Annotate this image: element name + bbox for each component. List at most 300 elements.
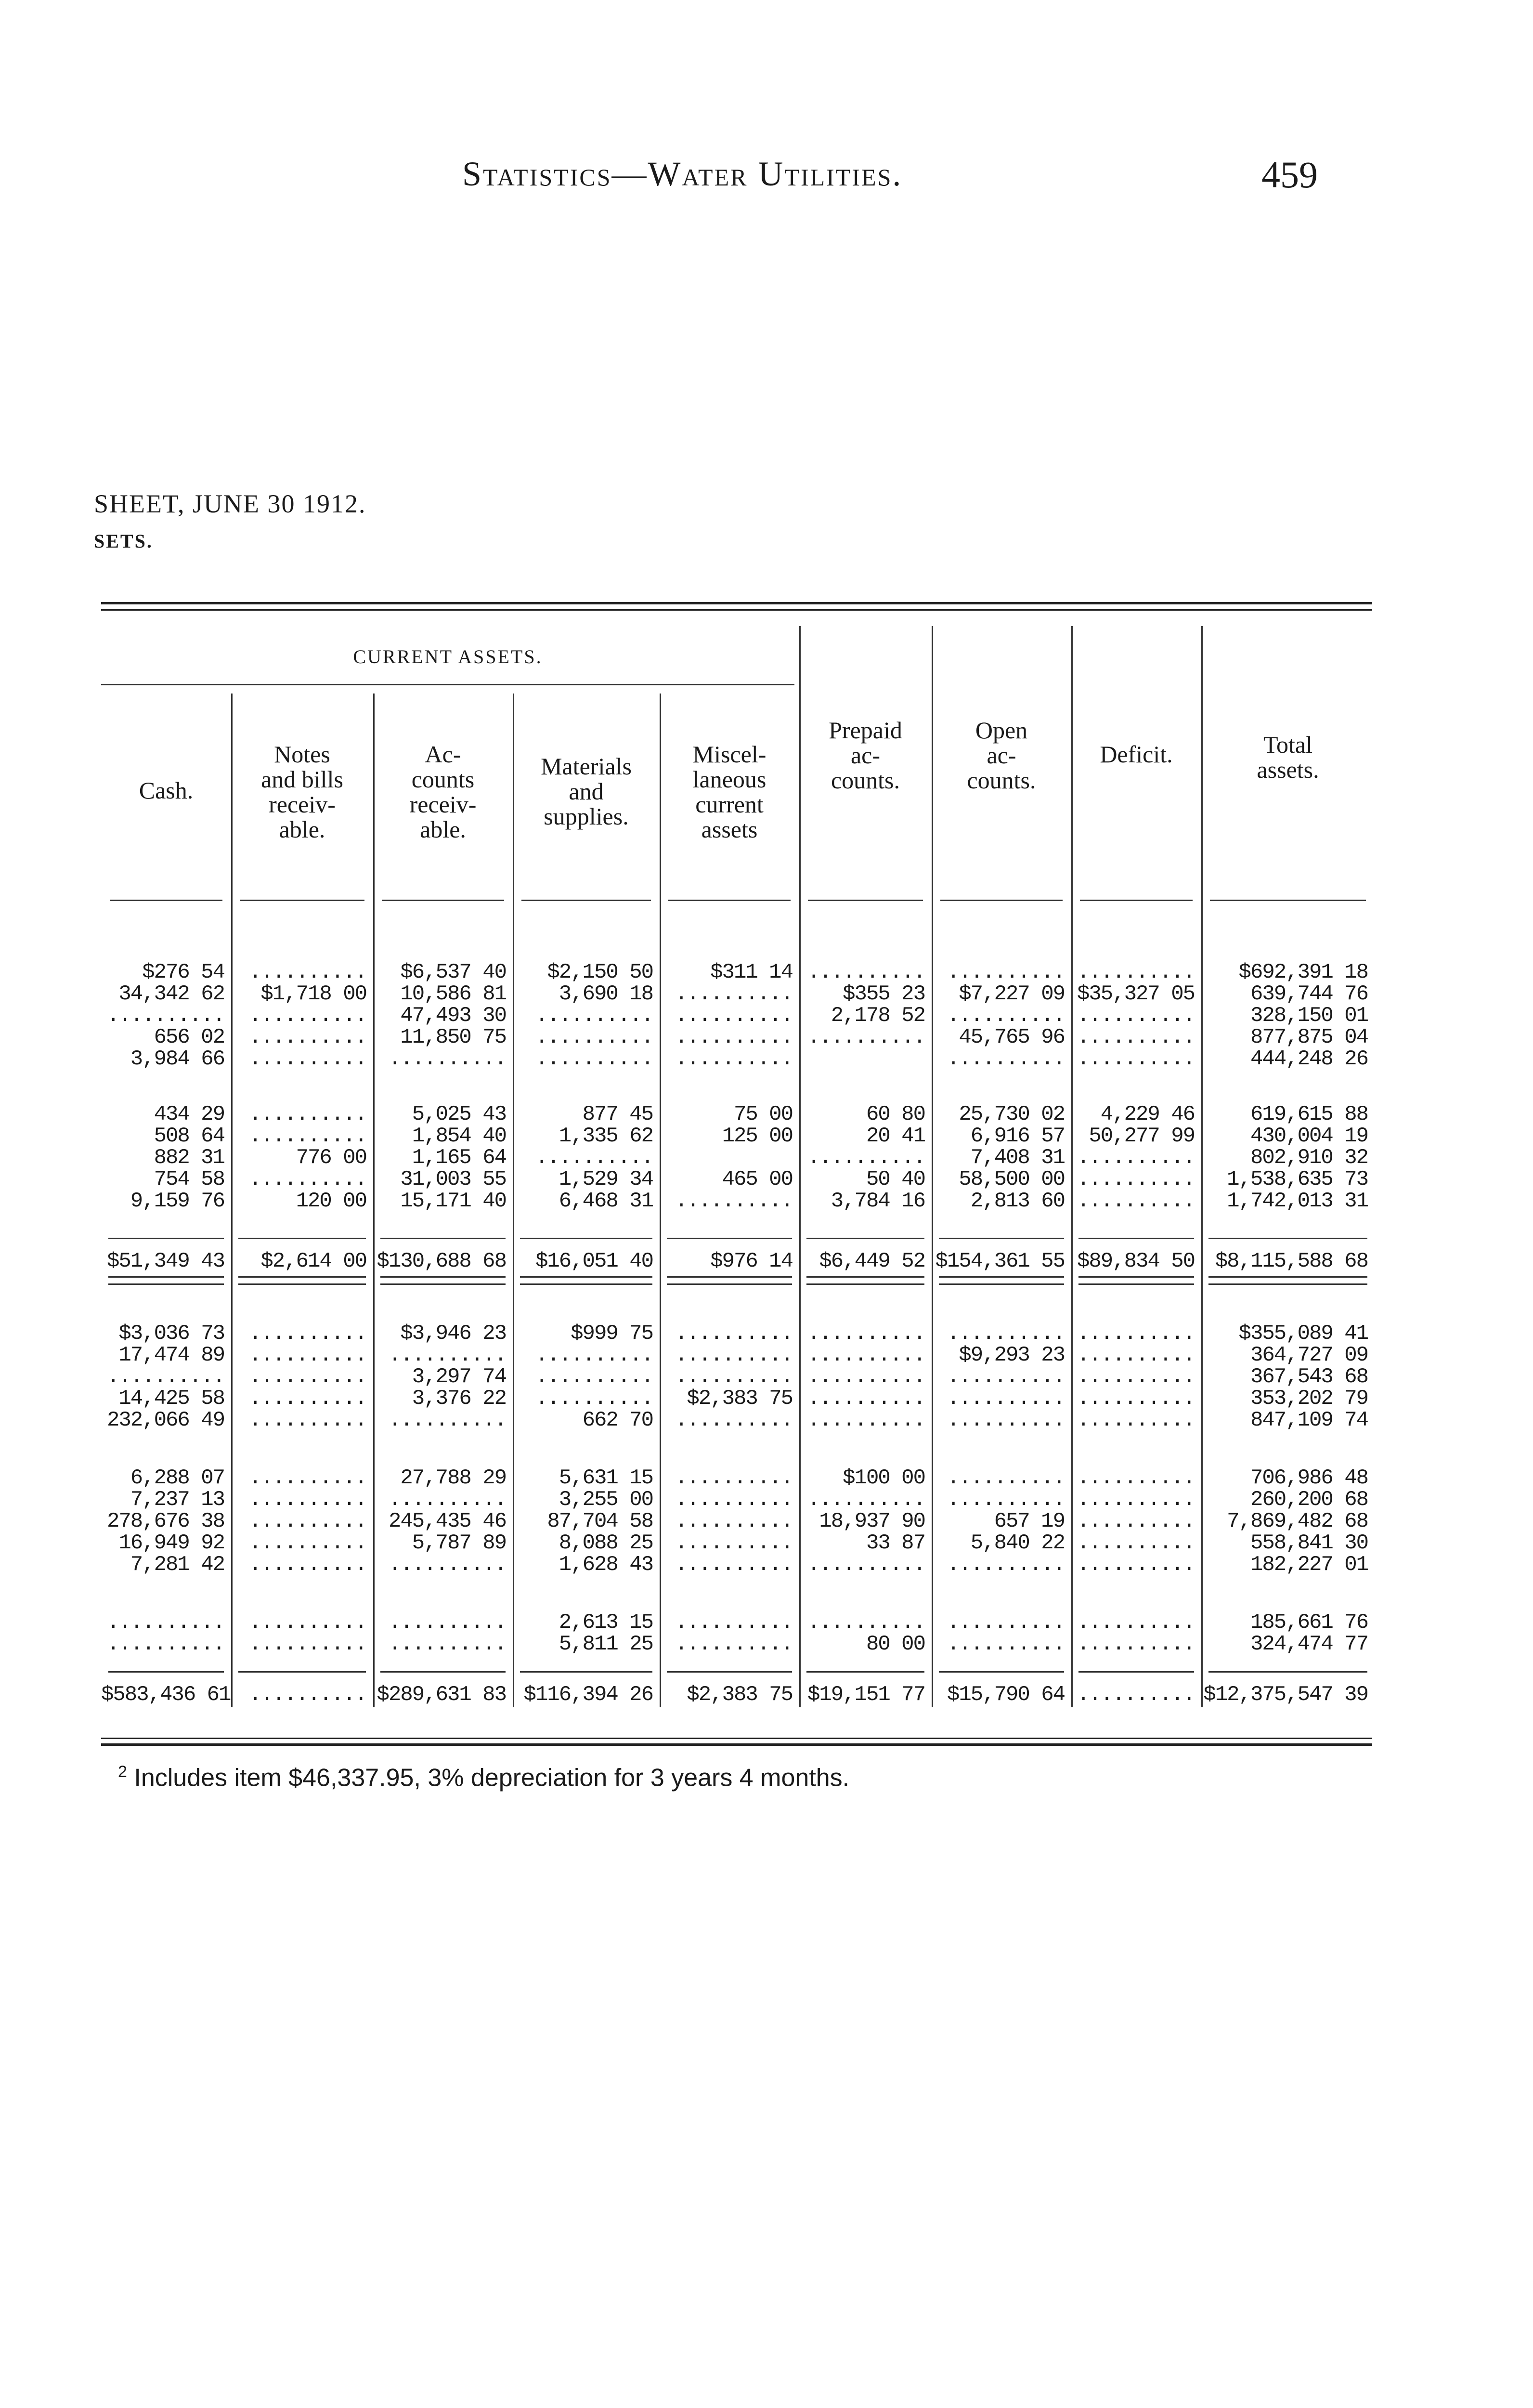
column-header-line: Total	[1263, 731, 1313, 758]
table-cell: 1,529 34	[559, 1167, 653, 1191]
table-cell: 657 19	[994, 1509, 1065, 1533]
table-cell: ..........	[675, 1408, 792, 1432]
table-cell: ..........	[535, 1343, 653, 1367]
column-header-materials-and-supplies	[513, 754, 660, 829]
total-rule	[108, 1238, 224, 1239]
total-rule	[667, 1671, 792, 1673]
column-header-line: assets.	[1257, 756, 1319, 783]
table-cell: 1,335 62	[559, 1124, 653, 1148]
table-cell: $6,449 52	[819, 1249, 925, 1273]
table-cell: ..........	[675, 1004, 792, 1028]
total-double-underline	[806, 1276, 924, 1278]
table-cell: ..........	[248, 1683, 366, 1707]
table-cell: 10,586 81	[400, 982, 506, 1006]
table-cell: 11,850 75	[400, 1025, 506, 1049]
table-cell: 20 41	[866, 1124, 925, 1148]
table-cell: ..........	[675, 1509, 792, 1533]
column-header-line: supplies.	[544, 803, 629, 830]
table-cell: ..........	[1077, 1025, 1195, 1049]
table-cell: ..........	[106, 1004, 224, 1028]
table-cell: $1,718 00	[260, 982, 366, 1006]
table-cell: 434 29	[154, 1102, 224, 1126]
table-cell: ..........	[1077, 1466, 1195, 1490]
column-header-line: Ac-	[425, 741, 461, 768]
column-header-line: Cash.	[139, 777, 194, 804]
column-header-notes-and-bills-receivable	[231, 742, 373, 842]
table-cell: ..........	[1077, 1610, 1195, 1635]
table-cell: ..........	[947, 1553, 1065, 1577]
column-header-line: and	[569, 778, 604, 805]
table-cell: 3,984 66	[130, 1047, 224, 1071]
total-rule	[806, 1671, 924, 1673]
total-double-underline	[520, 1276, 652, 1278]
table-cell: ..........	[1077, 1322, 1195, 1346]
total-rule	[806, 1238, 924, 1239]
column-header-line: Deficit.	[1100, 741, 1173, 768]
table-cell: 245,435 46	[388, 1509, 506, 1533]
table-cell: ..........	[388, 1488, 506, 1512]
sheet-title: SHEET, JUNE 30 1912.	[94, 489, 366, 518]
table-cell: 16,949 92	[118, 1531, 224, 1555]
table-cell: 9,159 76	[130, 1189, 224, 1213]
table-cell: $51,349 43	[106, 1249, 224, 1273]
table-cell: ..........	[248, 1553, 366, 1577]
table-cell: ..........	[1077, 1553, 1195, 1577]
table-cell: ..........	[535, 1387, 653, 1411]
table-cell: ..........	[106, 1610, 224, 1635]
total-double-underline	[1208, 1276, 1367, 1278]
table-cell: 3,376 22	[412, 1387, 506, 1411]
total-rule	[520, 1238, 652, 1239]
table-cell: $8,115,588 68	[1215, 1249, 1368, 1273]
table-cell: ..........	[1077, 1189, 1195, 1213]
table-cell: ..........	[248, 1610, 366, 1635]
table-cell: 17,474 89	[118, 1343, 224, 1367]
table-cell: 1,854 40	[412, 1124, 506, 1148]
running-title: Statistics—Water Utilities.	[462, 155, 903, 193]
table-cell: $7,227 09	[959, 982, 1065, 1006]
table-cell: 18,937 90	[819, 1509, 925, 1533]
table-cell: ..........	[535, 1025, 653, 1049]
table-cell: ..........	[807, 1322, 925, 1346]
table-cell: $2,614 00	[260, 1249, 366, 1273]
table-cell: $583,436 61	[101, 1683, 231, 1707]
table-cell: 7,408 31	[970, 1146, 1065, 1170]
table-cell: 6,916 57	[970, 1124, 1065, 1148]
table-cell: 2,613 15	[559, 1610, 653, 1635]
column-header-accounts-receivable	[373, 742, 513, 842]
table-cell: ..........	[388, 1408, 506, 1432]
table-cell: 8,088 25	[559, 1531, 653, 1555]
table-cell: 3,255 00	[559, 1488, 653, 1512]
column-header-cash	[101, 778, 231, 803]
total-double-underline	[380, 1276, 506, 1278]
table-cell: 33 87	[866, 1531, 925, 1555]
table-cell: 14,425 58	[118, 1387, 224, 1411]
table-bottom-rule-thick	[101, 1743, 1372, 1746]
table-cell: $15,790 64	[947, 1683, 1065, 1707]
table-cell: $130,688 68	[377, 1249, 506, 1273]
table-cell: ..........	[1077, 1146, 1195, 1170]
table-cell: ..........	[248, 1167, 366, 1191]
table-cell: ..........	[248, 1365, 366, 1389]
table-cell: 60 80	[866, 1102, 925, 1126]
table-cell: $999 75	[571, 1322, 653, 1346]
table-cell: 1,165 64	[412, 1146, 506, 1170]
table-cell: ..........	[388, 1553, 506, 1577]
table-cell: ..........	[675, 1047, 792, 1071]
table-cell: ..........	[807, 1408, 925, 1432]
table-cell: $355,089 41	[1238, 1322, 1368, 1346]
total-double-underline	[108, 1283, 224, 1285]
table-cell: $355 23	[843, 982, 925, 1006]
table-cell: 182,227 01	[1250, 1553, 1368, 1577]
table-cell: ..........	[1077, 960, 1195, 984]
footnote-marker: 2	[118, 1763, 127, 1781]
table-cell: 7,237 13	[130, 1488, 224, 1512]
table-cell: ..........	[248, 1343, 366, 1367]
table-cell: 802,910 32	[1250, 1146, 1368, 1170]
table-cell: ..........	[675, 1466, 792, 1490]
table-cell: ..........	[675, 1488, 792, 1512]
table-cell: $9,293 23	[959, 1343, 1065, 1367]
table-cell: ..........	[807, 1553, 925, 1577]
total-double-underline	[939, 1276, 1064, 1278]
table-cell: $12,375,547 39	[1203, 1683, 1368, 1707]
table-cell: ..........	[807, 1146, 925, 1170]
table-cell: 877 45	[582, 1102, 653, 1126]
table-cell: 34,342 62	[118, 982, 224, 1006]
total-double-underline	[380, 1283, 506, 1285]
table-cell: 847,109 74	[1250, 1408, 1368, 1432]
table-top-rule-thin	[101, 609, 1372, 611]
table-cell: 5,025 43	[412, 1102, 506, 1126]
table-cell: $311 14	[710, 960, 792, 984]
table-cell: ..........	[535, 1365, 653, 1389]
total-rule	[238, 1238, 366, 1239]
table-cell: 877,875 04	[1250, 1025, 1368, 1049]
table-cell: 639,744 76	[1250, 982, 1368, 1006]
table-cell: ..........	[388, 1343, 506, 1367]
table-cell: ..........	[675, 1322, 792, 1346]
table-top-rule	[101, 602, 1372, 604]
table-cell: 31,003 55	[400, 1167, 506, 1191]
table-cell: ..........	[535, 1047, 653, 1071]
total-double-underline	[238, 1276, 366, 1278]
footnote-text: Includes item $46,337.95, 3% depreciation for 3 years 4 months.	[134, 1764, 850, 1792]
table-cell: 6,468 31	[559, 1189, 653, 1213]
table-cell: ..........	[248, 1387, 366, 1411]
table-cell: 3,784 16	[831, 1189, 925, 1213]
total-rule	[667, 1238, 792, 1239]
column-header-line: able.	[279, 816, 325, 843]
table-cell: ..........	[1077, 1408, 1195, 1432]
total-double-underline	[667, 1283, 792, 1285]
table-cell: ..........	[947, 1004, 1065, 1028]
table-cell: $19,151 77	[807, 1683, 925, 1707]
table-cell: ..........	[947, 1632, 1065, 1656]
table-cell: 353,202 79	[1250, 1387, 1368, 1411]
current-assets-rule	[101, 684, 794, 685]
column-header-line: Prepaid	[829, 717, 902, 744]
column-header-underline	[1080, 900, 1193, 901]
table-cell: $100 00	[843, 1466, 925, 1490]
table-cell: ..........	[807, 1365, 925, 1389]
table-cell: ..........	[675, 1610, 792, 1635]
table-cell: ..........	[1077, 1488, 1195, 1512]
column-header-underline	[940, 900, 1063, 901]
footnote	[118, 1763, 849, 1792]
table-cell: 882 31	[154, 1146, 224, 1170]
column-header-total-assets	[1201, 732, 1375, 782]
table-cell: ..........	[807, 1610, 925, 1635]
table-cell: ..........	[248, 1004, 366, 1028]
table-cell: 45,765 96	[959, 1025, 1065, 1049]
table-cell: 15,171 40	[400, 1189, 506, 1213]
total-double-underline	[238, 1283, 366, 1285]
table-cell: $89,834 50	[1077, 1249, 1195, 1273]
table-cell: ..........	[807, 1025, 925, 1049]
total-double-underline	[939, 1283, 1064, 1285]
column-header-open-accounts	[932, 718, 1071, 793]
table-cell: ..........	[248, 1509, 366, 1533]
column-header-line: ac-	[987, 742, 1016, 769]
column-header-line: counts.	[831, 767, 900, 794]
column-header-line: ac-	[850, 742, 881, 769]
total-double-underline	[520, 1283, 652, 1285]
table-cell: 558,841 30	[1250, 1531, 1368, 1555]
table-cell: $2,383 75	[687, 1387, 792, 1411]
table-cell: 5,787 89	[412, 1531, 506, 1555]
table-cell: ..........	[248, 1632, 366, 1656]
table-cell: 1,628 43	[559, 1553, 653, 1577]
table-cell: ..........	[675, 982, 792, 1006]
column-header-line: Open	[975, 717, 1028, 744]
table-cell: 328,150 01	[1250, 1004, 1368, 1028]
table-cell: ..........	[248, 1466, 366, 1490]
table-cell: ..........	[248, 1408, 366, 1432]
table-cell: $3,946 23	[400, 1322, 506, 1346]
table-cell: 80 00	[866, 1632, 925, 1656]
table-cell: 619,615 88	[1250, 1102, 1368, 1126]
table-cell: ..........	[947, 1408, 1065, 1432]
table-cell: 25,730 02	[959, 1102, 1065, 1126]
total-rule	[1208, 1671, 1367, 1673]
table-cell: 125 00	[722, 1124, 792, 1148]
sheet-subtitle: SETS.	[94, 530, 153, 552]
column-header-underline	[110, 900, 222, 901]
table-cell: 508 64	[154, 1124, 224, 1148]
table-cell: ..........	[947, 1365, 1065, 1389]
column-header-line: Notes	[274, 741, 330, 768]
table-cell: $16,051 40	[535, 1249, 653, 1273]
table-cell: $2,383 75	[687, 1683, 792, 1707]
column-header-line: receiv-	[409, 791, 477, 818]
table-cell: ..........	[947, 1047, 1065, 1071]
table-cell: 185,661 76	[1250, 1610, 1368, 1635]
column-header-underline	[382, 900, 504, 901]
column-header-line: Materials	[541, 753, 632, 780]
table-cell: ..........	[388, 1632, 506, 1656]
table-cell: ..........	[1077, 1167, 1195, 1191]
table-cell: 58,500 00	[959, 1167, 1065, 1191]
table-cell: 656 02	[154, 1025, 224, 1049]
table-cell: ..........	[248, 960, 366, 984]
total-rule	[520, 1671, 652, 1673]
table-cell: 1,538,635 73	[1227, 1167, 1368, 1191]
total-double-underline	[667, 1276, 792, 1278]
table-cell: ..........	[1077, 1004, 1195, 1028]
table-cell: ..........	[947, 1387, 1065, 1411]
table-cell: ..........	[248, 1488, 366, 1512]
table-cell: 5,631 15	[559, 1466, 653, 1490]
table-cell: 2,813 60	[970, 1189, 1065, 1213]
column-header-line: assets	[701, 816, 758, 843]
total-double-underline	[108, 1276, 224, 1278]
column-header-line: current	[695, 791, 764, 818]
table-cell: 444,248 26	[1250, 1047, 1368, 1071]
table-cell: 6,288 07	[130, 1466, 224, 1490]
total-double-underline	[806, 1283, 924, 1285]
column-header-line: counts.	[967, 767, 1036, 794]
table-cell: ..........	[248, 1025, 366, 1049]
table-cell: 232,066 49	[106, 1408, 224, 1432]
table-cell: 120 00	[296, 1189, 366, 1213]
table-cell: ..........	[535, 1146, 653, 1170]
column-header-underline	[668, 900, 791, 901]
current-assets-heading: CURRENT ASSETS.	[353, 646, 543, 667]
column-header-line: Miscel-	[692, 741, 766, 768]
table-cell: ..........	[675, 1531, 792, 1555]
table-cell: ..........	[675, 1365, 792, 1389]
table-cell: ..........	[675, 1025, 792, 1049]
total-rule	[380, 1238, 506, 1239]
table-cell: 3,690 18	[559, 982, 653, 1006]
table-cell: ..........	[1077, 1683, 1195, 1707]
column-header-line: receiv-	[269, 791, 336, 818]
table-cell: ..........	[248, 1322, 366, 1346]
total-double-underline	[1208, 1283, 1367, 1285]
table-cell: ..........	[675, 1189, 792, 1213]
table-cell: $6,537 40	[400, 960, 506, 984]
table-cell: ..........	[248, 1047, 366, 1071]
table-cell: $116,394 26	[523, 1683, 653, 1707]
total-rule	[380, 1671, 506, 1673]
table-cell: 430,004 19	[1250, 1124, 1368, 1148]
table-cell: $276 54	[142, 960, 224, 984]
table-cell: 47,493 30	[400, 1004, 506, 1028]
table-cell: 465 00	[722, 1167, 792, 1191]
table-cell: ..........	[1077, 1343, 1195, 1367]
table-cell: $35,327 05	[1077, 982, 1195, 1006]
table-cell: ..........	[675, 1553, 792, 1577]
table-cell: ..........	[1077, 1531, 1195, 1555]
column-header-deficit	[1071, 742, 1201, 767]
column-header-underline	[240, 900, 364, 901]
table-cell: ..........	[248, 1102, 366, 1126]
table-cell: ..........	[1077, 1632, 1195, 1656]
table-cell: ..........	[947, 1466, 1065, 1490]
table-cell: 50 40	[866, 1167, 925, 1191]
column-header-line: able.	[420, 816, 466, 843]
table-cell: 278,676 38	[106, 1509, 224, 1533]
table-cell: ..........	[947, 1322, 1065, 1346]
table-cell: $692,391 18	[1238, 960, 1368, 984]
column-header-underline	[521, 900, 651, 901]
table-cell: 260,200 68	[1250, 1488, 1368, 1512]
table-cell: ..........	[248, 1124, 366, 1148]
table-cell: ..........	[388, 1610, 506, 1635]
table-cell: 2,178 52	[831, 1004, 925, 1028]
table-cell: 367,543 68	[1250, 1365, 1368, 1389]
table-cell: ..........	[1077, 1509, 1195, 1533]
table-cell: ..........	[807, 1343, 925, 1367]
total-rule	[939, 1671, 1064, 1673]
table-cell: $2,150 50	[547, 960, 653, 984]
table-cell: ..........	[807, 960, 925, 984]
table-cell: 706,986 48	[1250, 1466, 1368, 1490]
total-rule	[1078, 1671, 1194, 1673]
table-cell: 27,788 29	[400, 1466, 506, 1490]
total-double-underline	[1078, 1283, 1194, 1285]
table-cell: ..........	[1077, 1365, 1195, 1389]
table-cell: 5,840 22	[970, 1531, 1065, 1555]
column-header-miscellaneous-current-assets	[660, 742, 799, 842]
table-cell: 1,742,013 31	[1227, 1189, 1368, 1213]
table-cell: 324,474 77	[1250, 1632, 1368, 1656]
table-cell: $3,036 73	[118, 1322, 224, 1346]
page-number: 459	[1261, 154, 1318, 196]
table-cell: ..........	[1077, 1047, 1195, 1071]
table-cell: 662 70	[582, 1408, 653, 1432]
table-cell: 75 00	[733, 1102, 792, 1126]
total-rule	[939, 1238, 1064, 1239]
table-cell: ..........	[535, 1004, 653, 1028]
column-header-underline	[808, 900, 923, 901]
total-rule	[1078, 1238, 1194, 1239]
table-cell: ..........	[106, 1365, 224, 1389]
table-cell: ..........	[675, 1343, 792, 1367]
total-rule	[108, 1671, 224, 1673]
table-cell: 364,727 09	[1250, 1343, 1368, 1367]
table-cell: 776 00	[296, 1146, 366, 1170]
total-rule	[1208, 1238, 1367, 1239]
table-cell: ..........	[248, 1531, 366, 1555]
table-cell: ..........	[1077, 1387, 1195, 1411]
table-cell: $154,361 55	[935, 1249, 1065, 1273]
table-cell: ..........	[947, 960, 1065, 984]
table-cell: ..........	[807, 1387, 925, 1411]
table-cell: 87,704 58	[547, 1509, 653, 1533]
table-cell: ..........	[675, 1632, 792, 1656]
total-rule	[238, 1671, 366, 1673]
table-cell: ..........	[947, 1610, 1065, 1635]
table-cell: $976 14	[710, 1249, 792, 1273]
table-cell: ..........	[947, 1488, 1065, 1512]
column-header-line: and bills	[261, 766, 343, 793]
column-header-underline	[1210, 900, 1366, 901]
table-cell: 5,811 25	[559, 1632, 653, 1656]
table-cell: 4,229 46	[1100, 1102, 1195, 1126]
table-cell: 50,277 99	[1089, 1124, 1195, 1148]
table-cell: ..........	[388, 1047, 506, 1071]
table-cell: $289,631 83	[377, 1683, 506, 1707]
column-header-line: counts	[411, 766, 475, 793]
table-cell: 754 58	[154, 1167, 224, 1191]
total-double-underline	[1078, 1276, 1194, 1278]
table-cell: 7,281 42	[130, 1553, 224, 1577]
column-header-prepaid-accounts	[799, 718, 932, 793]
